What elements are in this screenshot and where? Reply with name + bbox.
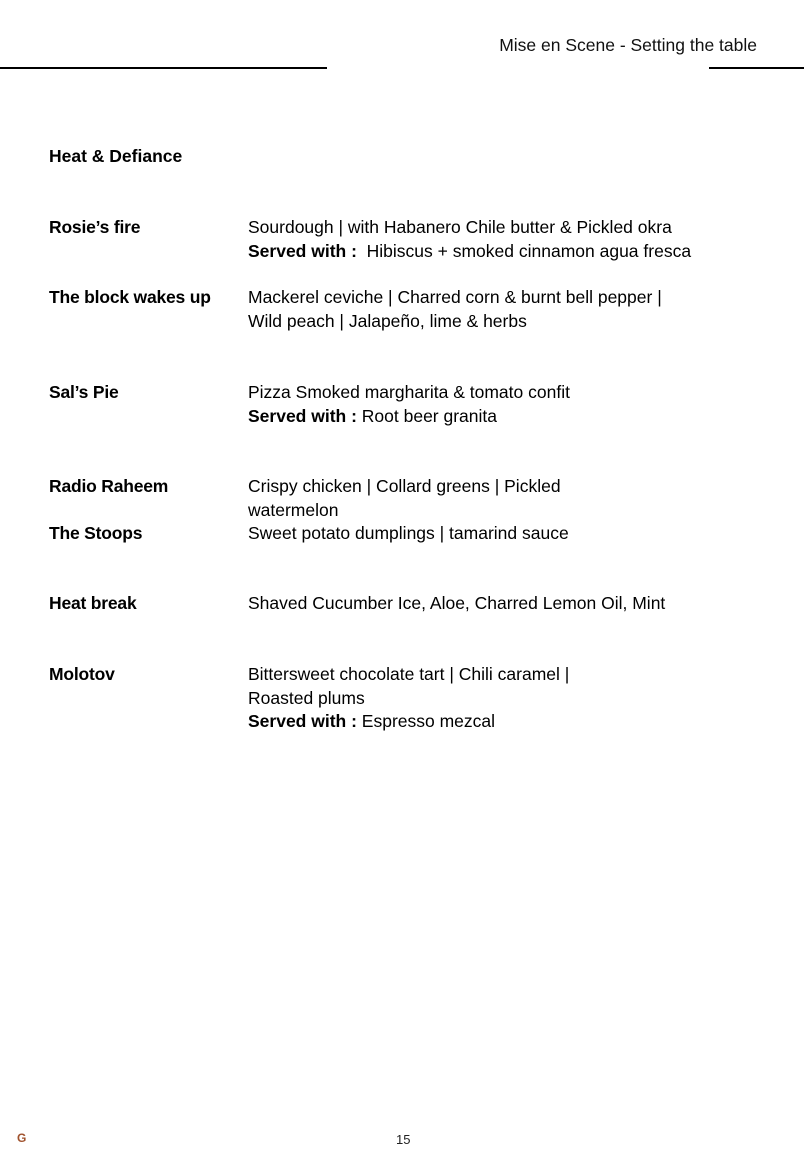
course-desc-molotov <box>248 663 778 734</box>
course-desc-rosies-fire <box>248 216 778 263</box>
course-desc-line: Mackerel ceviche | Charred corn & burnt bell pepper | <box>248 287 662 307</box>
served-with-label: Served with : <box>248 405 357 426</box>
course-name-the-stoops: The Stoops <box>49 523 143 543</box>
menu-section-title: Heat & Defiance <box>49 146 183 166</box>
course-name-radio-raheem: Radio Raheem <box>49 476 169 496</box>
course-name-the-block-wakes-up: The block wakes up <box>49 287 211 307</box>
pairing-value: Hibiscus + smoked cinnamon agua fresca <box>356 240 692 261</box>
course-desc-heat-break <box>248 592 778 616</box>
served-with-label: Served with : <box>248 240 357 261</box>
course-desc-line: Pizza Smoked margharita & tomato confit <box>248 382 570 402</box>
header-rule-right <box>709 67 804 69</box>
course-name-heat-break: Heat break <box>49 593 137 613</box>
course-desc-line: Shaved Cucumber Ice, Aloe, Charred Lemon Oil, Mint <box>248 593 666 613</box>
course-name-molotov: Molotov <box>49 664 115 684</box>
brand-logo: G <box>17 1131 27 1145</box>
course-desc-line: Bittersweet chocolate tart | Chili caramel | <box>248 664 570 684</box>
course-desc-line: Sweet potato dumplings | tamarind sauce <box>248 523 569 543</box>
page-header-title: Mise en Scene - Setting the table <box>499 35 757 55</box>
course-pairing <box>248 710 778 734</box>
course-desc-radio-raheem <box>248 475 778 522</box>
course-desc-line: Sourdough | with Habanero Chile butter & Pickled okra <box>248 217 672 237</box>
course-pairing <box>248 405 778 429</box>
course-desc-line: Wild peach | Jalapeño, lime & herbs <box>248 310 527 331</box>
pairing-value: Root beer granita <box>356 405 498 426</box>
course-desc-sals-pie <box>248 381 778 428</box>
course-desc-the-block-wakes-up <box>248 286 778 333</box>
page-number: 15 <box>396 1132 411 1147</box>
course-name-rosies-fire: Rosie’s fire <box>49 217 141 237</box>
served-with-label: Served with : <box>248 711 357 731</box>
course-desc-line: Roasted plums <box>248 687 365 708</box>
course-desc-the-stoops <box>248 522 778 546</box>
course-pairing <box>248 240 778 264</box>
header-rule-left <box>0 67 327 69</box>
pairing-value: Espresso mezcal <box>356 711 496 731</box>
course-desc-line: Crispy chicken | Collard greens | Pickled <box>248 476 561 496</box>
course-desc-line: watermelon <box>248 499 339 520</box>
course-name-sals-pie: Sal’s Pie <box>49 382 119 402</box>
